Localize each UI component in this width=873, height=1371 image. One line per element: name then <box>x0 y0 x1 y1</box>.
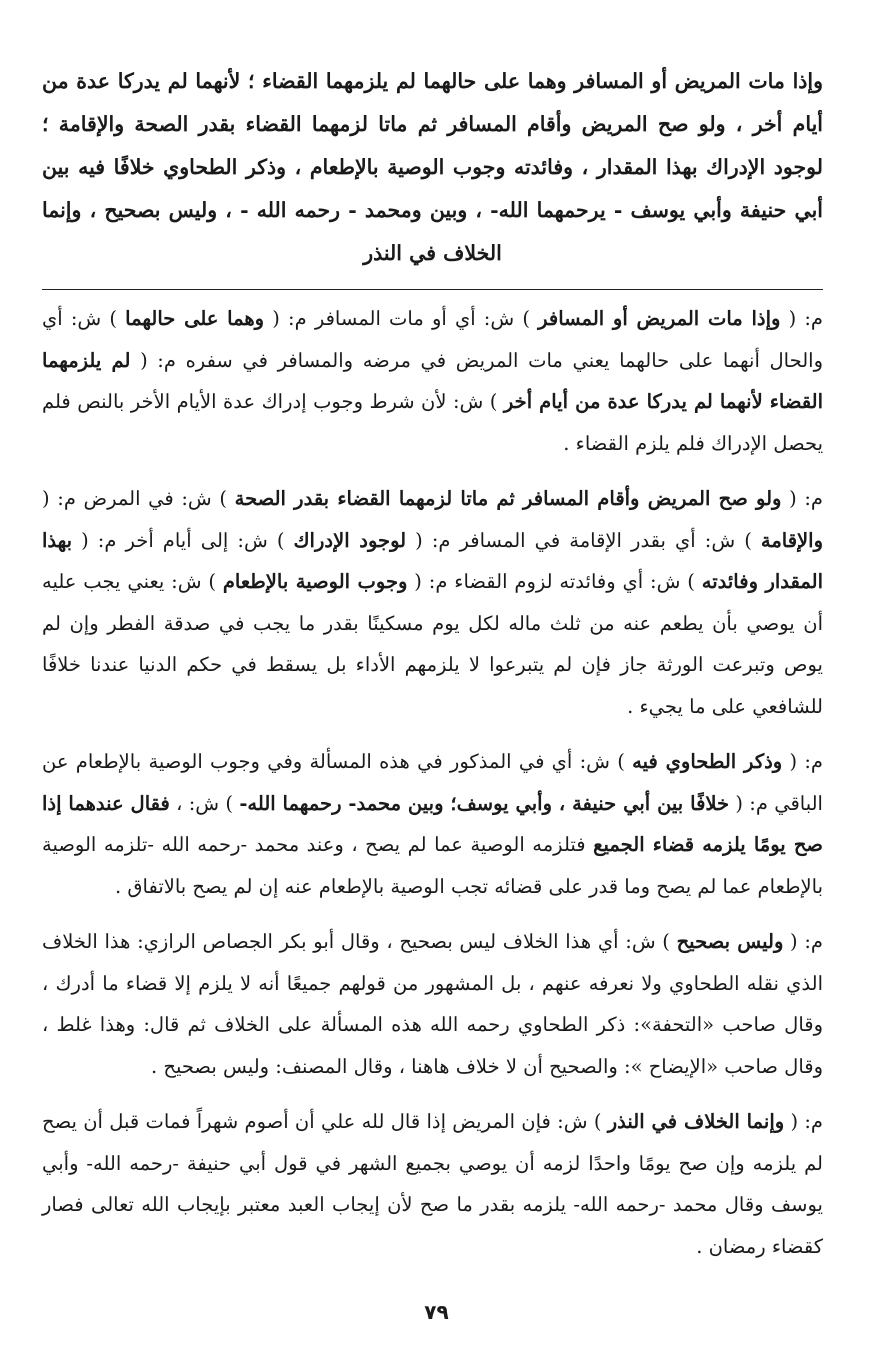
commentary-text: ) ش: أي والحال أنهما على حالهما يعني مات المريض في مرضه والمسافر في سفره م: ( <box>42 307 823 372</box>
commentary-text: ) ش: أي في المذكور في هذه المسألة وفي وجوب الوصية بالإطعام عن الباقي م: ( <box>42 750 823 815</box>
quoted-matn: فقال عندهما إذا صح يومًا يلزمه قضاء الجميع <box>42 791 823 856</box>
commentary-text: ) ش: أي هذا الخلاف ليس بصحيح ، وقال أبو بكر الجصاص الرازي: هذا الخلاف الذي نقله الطحاوي ولا نعرفه عنهم ، بل المشهور من قولهم جميعًا أنه لا يلزم إلا قضاء ما أدرك ، وقال صاحب «التحفة»: ذكر الطحاوي رحمه الله هذه المسألة على الخلاف ثم قال: وهذا غلط ، وقال صاحب «الإيضاح »: والصحيح أن لا خلاف هاهنا ، وقال المصنف: وليس بصحيح . <box>42 930 823 1078</box>
quoted-matn: لوجود الإدراك <box>293 528 407 552</box>
commentary-text: ) ش: في المرض م: ( <box>42 487 235 510</box>
quoted-matn: لم يلزمهما القضاء لأنهما لم يدركا عدة من أيام أخر <box>42 348 823 413</box>
quoted-matn: بهذا المقدار وفائدته <box>42 528 824 593</box>
commentary-text: ) ش: لأن شرط وجوب إدراك عدة الأيام الأخر بالنص فلم يحصل الإدراك فلم يلزم القضاء . <box>42 390 823 455</box>
commentary-text: م: ( <box>780 307 824 330</box>
quoted-matn: ولو صح المريض وأقام المسافر ثم ماتا لزمهما القضاء بقدر الصحة <box>234 487 782 510</box>
commentary-text: ) ش: ، <box>169 791 240 815</box>
quoted-matn: وإذا مات المريض أو المسافر <box>538 307 781 330</box>
commentary-text: م: ( <box>782 750 823 773</box>
commentary-text: م: ( <box>783 930 823 953</box>
quoted-matn: وهما على حالهما <box>125 307 265 330</box>
commentary <box>42 298 823 1267</box>
commentary-text: ) ش: أي بقدر الإقامة في المسافر م: ( <box>406 528 761 552</box>
commentary-paragraph <box>42 741 823 907</box>
commentary-text: ) ش: إلى أيام أخر م: ( <box>72 528 294 552</box>
commentary-text: ) ش: أي وفائدته لزوم القضاء م: ( <box>407 570 702 593</box>
commentary-paragraph <box>42 298 823 464</box>
quoted-matn: خلافًا بين أبي حنيفة ، وأبي يوسف؛ وبين محمد- رحمهما الله- <box>239 791 730 815</box>
quoted-matn: وجوب الوصية بالإطعام <box>222 570 408 593</box>
commentary-text: م: ( <box>781 487 824 510</box>
matn-text: وإذا مات المريض أو المسافر وهما على حالهما لم يلزمهما القضاء ؛ لأنهما لم يدركا عدة من أيام أخر ، ولو صح المريض وأقام المسافر ثم ماتا لزمهما القضاء بقدر الصحة والإقامة ؛ لوجود الإدراك بهذا المقدار ، وفائدته وجوب الوصية بالإطعام ، وذكر الطحاوي خلافًا فيه بين أبي حنيفة وأبي يوسف - يرحمهما الله- ، وبين ومحمد - رحمه الله - ، وليس بصحيح ، وإنما الخلاف في النذر <box>42 69 823 265</box>
commentary-text: ) ش: فإن المريض إذا قال لله علي أن أصوم شهراً فمات قبل أن يصح لم يلزمه وإن صح يومًا واحدًا لزمه أن يوصي بجميع الشهر في قول أبي حنيفة -رحمه الله- وأبي يوسف وقال محمد -رحمه الله- يلزمه بقدر ما صح لأن إيجاب العبد معتبر بإيجاب الله تعالى فصار كقضاء رمضان . <box>42 1110 823 1258</box>
commentary-paragraph <box>42 1101 823 1267</box>
commentary-text: م: ( <box>784 1110 823 1133</box>
page-number: ٧٩ <box>424 1300 449 1324</box>
separator-rule <box>42 289 823 290</box>
commentary-paragraph <box>42 478 823 727</box>
quoted-matn: وإنما الخلاف في النذر <box>607 1110 785 1133</box>
commentary-paragraph <box>42 921 823 1087</box>
quoted-matn: والإقامة <box>760 528 823 552</box>
commentary-text: ) ش: يعني يجب عليه أن يوصي بأن يطعم عنه من ثلث ماله لكل يوم مسكينًا بقدر ما يجب في صدقة الفطر وإن لم يوص وتبرعت الورثة جاز فإن لم يتبرعوا لا يلزمهم الأداء بل يسقط في حكم الدنيا عندنا خلافًا للشافعي على ما يجيء . <box>42 570 823 718</box>
commentary-text: ) ش: أي أو مات المسافر م: ( <box>264 307 539 330</box>
commentary-text: فتلزمه الوصية عما لم يصح ، وعند محمد -رحمه الله -تلزمه الوصية بالإطعام عما لم يصح وما قدر على قضائه تجب الوصية بالإطعام عنه إن لم يصح بالاتفاق . <box>42 833 823 898</box>
quoted-matn: وليس بصحيح <box>676 930 784 953</box>
quoted-matn: وذكر الطحاوي فيه <box>632 750 783 773</box>
page <box>42 60 823 1281</box>
